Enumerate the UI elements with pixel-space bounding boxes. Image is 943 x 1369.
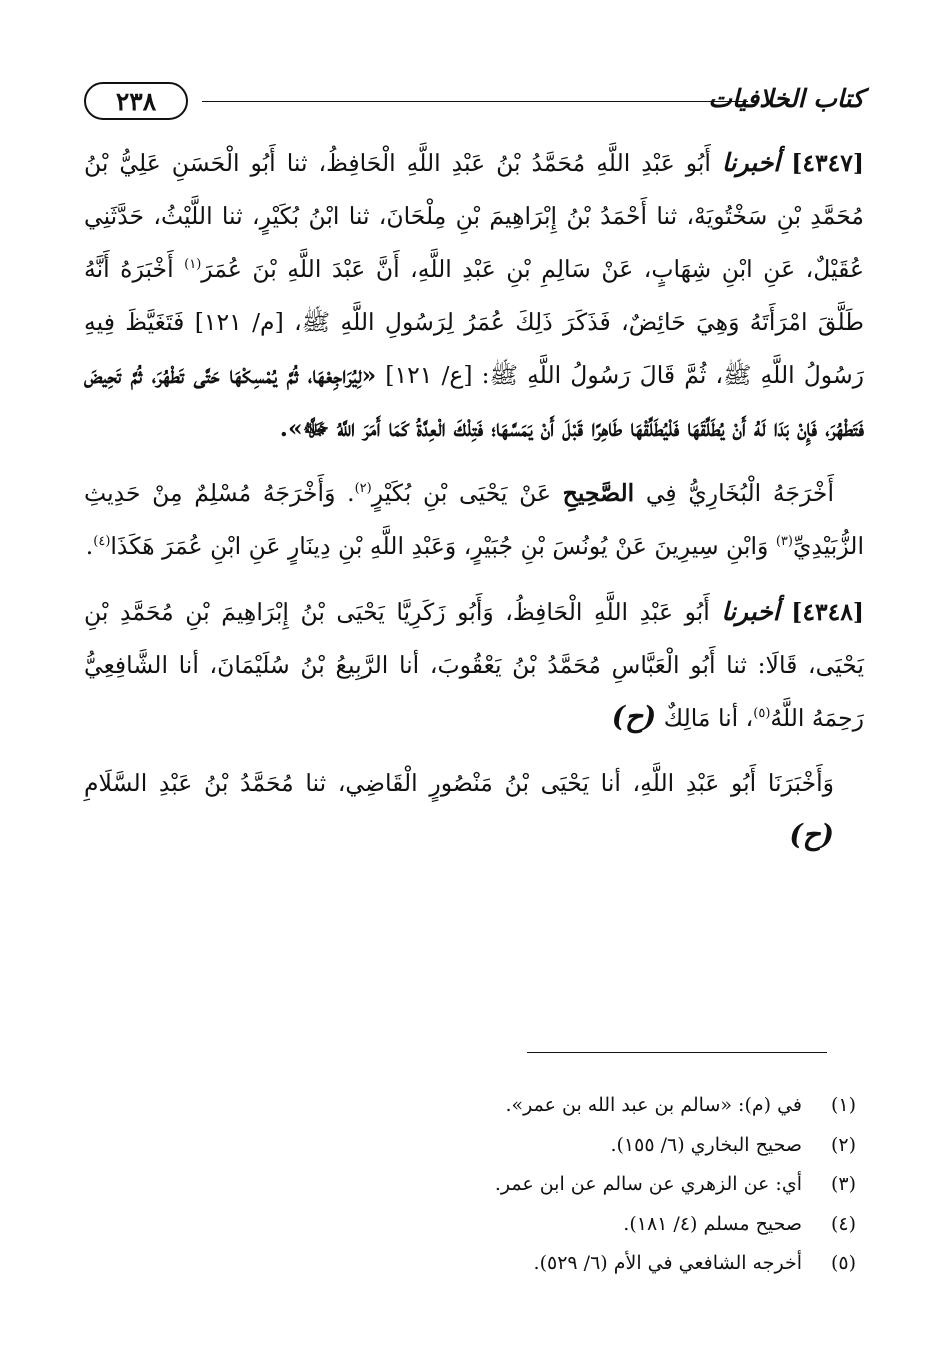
second-chain xyxy=(84,757,864,863)
footnote-text: صحيح البخاري (٦/ ١٥٥). xyxy=(610,1133,802,1156)
tahwil-mark: (ح) xyxy=(789,818,834,851)
footnote-number: (٤) xyxy=(830,1212,856,1235)
footnote-4 xyxy=(84,1205,864,1245)
footnote-number: (٣) xyxy=(830,1173,856,1195)
footnote-number: (٥) xyxy=(830,1252,856,1274)
main-text xyxy=(84,136,864,863)
footnote-ref-3: (٣) xyxy=(775,534,793,550)
footnote-text: صحيح مسلم (٤/ ١٨١). xyxy=(623,1212,802,1235)
footnote-ref-4: (٤) xyxy=(93,534,111,550)
prophetic-saying: «لِيُرَاجِعْهَا، ثُمَّ يُمْسِكْهَا حَتَّى تَطْهُرَ، ثُمَّ تَحِيضَ فَتَطْهُرَ، فَإِنْ بَدَا لَهُ أَنْ يُطَلِّقَهَا فَلْيُطَلِّقْهَا طَاهِرًا قَبْلَ أَنْ يَمَسَّهَا؛ فَتِلْكَ الْعِدَّةُ كَمَا أَمَرَ اللَّهُ ﷻ». xyxy=(84,361,864,442)
footnote-ref-2: (٢) xyxy=(354,481,372,497)
isnad-text: أَبُو عَبْدِ اللَّهِ الْحَافِظُ، وَأَبُو زَكَرِيَّا يَحْيَى بْنُ إِبْرَاهِيمَ بْنِ مُحَمَّدِ بْنِ يَحْيَى، قَالَا: ثنا أَبُو الْعَبَّاسِ مُحَمَّدُ بْنُ يَعْقُوبَ، أنا الرَّبِيعُ بْنُ سُلَيْمَانَ، أنا الشَّافِعِيُّ رَحِمَهُ اللَّهُ xyxy=(84,598,864,732)
header-rule xyxy=(202,101,748,102)
hadith-number: [٤٣٤٧] xyxy=(791,149,864,177)
hadith-4347 xyxy=(84,136,864,455)
takhrij-text-d: وَابْنِ سِيرِينَ عَنْ يُونُسَ بْنِ جُبَيْرٍ، وَعَبْدِ اللَّهِ بْنِ دِينَارٍ عَنِ ابْنِ عُمَرَ هَكَذَا xyxy=(110,532,776,560)
footnote-text: في (م): «سالم بن عبد الله بن عمر». xyxy=(505,1094,802,1116)
hadith-4348 xyxy=(84,585,864,745)
footnote-3 xyxy=(84,1165,864,1205)
takhrij-text-c: . وَأَخْرَجَهُ مُسْلِمٌ مِنْ حَدِيثِ الزُّبَيْدِيِّ xyxy=(84,479,864,560)
takhrij-text-a: أَخْرَجَهُ الْبُخَارِيُّ فِي xyxy=(634,479,834,507)
footnote-5 xyxy=(84,1244,864,1284)
footnote-number: (١) xyxy=(830,1094,856,1116)
takhrij-text-b: عَنْ يَحْيَى بْنِ بُكَيْرٍ xyxy=(371,479,563,507)
footnote-2 xyxy=(84,1126,864,1166)
saheeh-title: الصَّحِيحِ xyxy=(562,479,635,507)
takhrij-text-e: . xyxy=(85,532,94,560)
matn-text: أَخْبَرَهُ أَنَّهُ طَلَّقَ امْرَأَتَهُ وَهِيَ حَائِضٌ، فَذَكَرَ ذَلِكَ عُمَرُ لِرَسُولِ اللَّهِ ﷺ، [م/ ١٢١] فَتَغَيَّظَ فِيهِ رَسُولُ اللَّهِ ﷺ، ثُمَّ قَالَ رَسُولُ اللَّهِ ﷺ: [ع/ ١٢١] xyxy=(84,255,864,389)
footnote-separator xyxy=(527,1052,827,1053)
footnote-ref-5: (٥) xyxy=(753,706,771,722)
book-title: كتاب الخلافيات xyxy=(708,84,864,113)
isnad-text-end: ، أنا مَالِكٌ xyxy=(656,704,754,732)
akhbarana-label: أخبرنا xyxy=(721,597,780,626)
footnote-text: أخرجه الشافعي في الأم (٦/ ٥٢٩). xyxy=(533,1252,802,1274)
footnote-ref-1: (١) xyxy=(184,257,202,273)
isnad-text: وَأَخْبَرَنَا أَبُو عَبْدِ اللَّهِ، أنا يَحْيَى بْنُ مَنْصُورٍ الْقَاضِي، ثنا مُحَمَّدُ بْنُ عَبْدِ السَّلَامِ xyxy=(84,769,834,797)
isnad-text: أَبُو عَبْدِ اللَّهِ مُحَمَّدُ بْنُ عَبْدِ اللَّهِ الْحَافِظُ، ثنا أَبُو الْحَسَنِ عَلِيُّ بْنُ مُحَمَّدِ بْنِ سَخْتُويَهْ، ثنا أَحْمَدُ بْنُ إِبْرَاهِيمَ بْنِ مِلْحَانَ، ثنا ابْنُ بُكَيْرٍ، ثنا اللَّيْثُ، حَدَّثَنِي عُقَيْلٌ، عَنِ ابْنِ شِهَابٍ، عَنْ سَالِمِ بْنِ عَبْدِ اللَّهِ، أَنَّ عَبْدَ اللَّهِ بْنَ عُمَرَ xyxy=(84,149,864,283)
page-number: ٢٣٨ xyxy=(84,82,188,120)
footnote-number: (٢) xyxy=(830,1133,856,1156)
footnotes xyxy=(84,1086,864,1284)
akhbarana-label: أخبرنا xyxy=(721,148,781,177)
footnote-1 xyxy=(84,1086,864,1126)
page-header xyxy=(84,82,864,122)
takhrij-paragraph xyxy=(84,467,864,573)
hadith-number: [٤٣٤٨] xyxy=(791,598,864,626)
tahwil-mark: (ح) xyxy=(611,700,657,733)
footnote-text: أي: عن الزهري عن سالم عن ابن عمر. xyxy=(494,1173,802,1195)
